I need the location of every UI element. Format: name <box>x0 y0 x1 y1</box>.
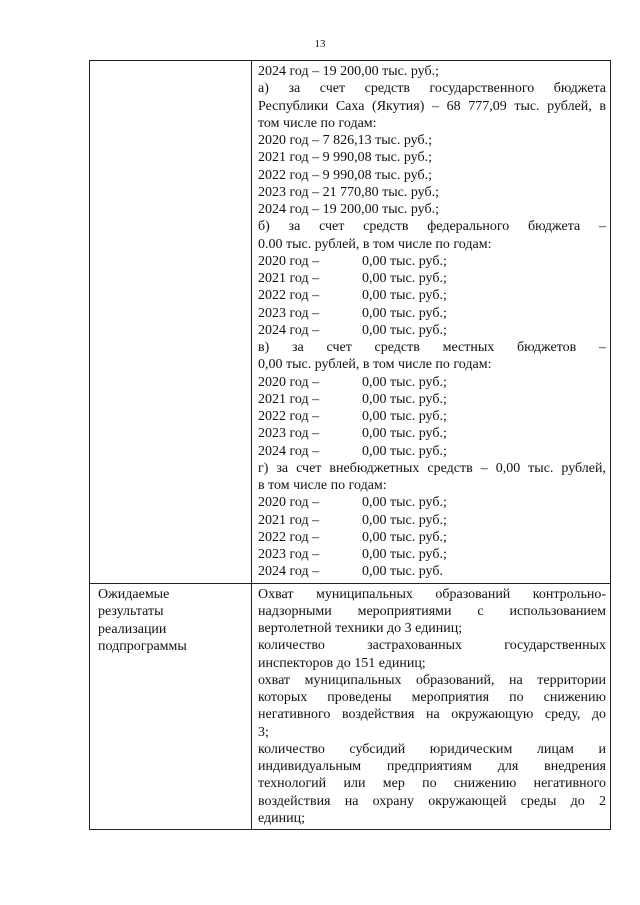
amount-value: 0,00 тыс. руб.; <box>362 547 447 562</box>
results-content-cell <box>252 583 611 830</box>
amount-value: 0,00 тыс. руб.; <box>362 443 447 459</box>
text-line: индивидуальным предприятиям для внедрения <box>258 759 606 774</box>
financing-content-cell <box>252 61 611 584</box>
amount-value: 0,00 тыс. руб.; <box>362 495 447 511</box>
text-line: 2024 год – 19 200,00 тыс. руб.; <box>258 64 439 79</box>
text-line: а) за счет средств государственного бюджета <box>258 81 606 97</box>
year-label: 2021 год – <box>258 512 320 528</box>
text-line: единиц; <box>258 810 306 826</box>
year-label: 2024 год – <box>258 564 320 580</box>
text-line <box>258 374 606 391</box>
text-line: негативного воздействия на окружающую среду, до <box>258 707 606 723</box>
text-line <box>258 512 606 529</box>
page-number: 13 <box>314 38 326 50</box>
text-line: 2020 год – 7 826,13 тыс. руб.; <box>258 133 432 148</box>
text-line <box>258 391 606 408</box>
results-label-line: Ожидаемые <box>98 586 170 602</box>
text-line: Республики Саха (Якутия) – 68 777,09 тыс. рублей, в <box>258 98 606 114</box>
year-label: 2024 год – <box>258 322 320 338</box>
amount-value: 0,00 тыс. руб.; <box>362 409 447 424</box>
year-label: 2020 год – <box>258 253 320 269</box>
text-line <box>258 546 606 563</box>
text-line: количество застрахованных государственных <box>258 638 606 654</box>
results-label <box>98 586 247 656</box>
amount-value: 0,00 тыс. руб. <box>362 564 443 580</box>
text-line <box>258 443 606 460</box>
text-line: б) за счет средств федерального бюджета – <box>258 219 606 235</box>
amount-value: 0,00 тыс. руб.; <box>362 391 447 407</box>
year-label: 2022 год – <box>258 529 320 545</box>
amount-value: 0,00 тыс. руб.; <box>362 426 447 442</box>
text-line: в) за счет средств местных бюджетов – <box>258 340 606 355</box>
text-line: воздействия на охрану окружающей среды до 2 <box>258 793 606 809</box>
text-line <box>258 270 606 287</box>
results-label-line: результаты <box>98 604 164 619</box>
text-line: том числе по годам: <box>258 115 377 131</box>
text-line <box>258 425 606 442</box>
year-label: 2024 год – <box>258 443 320 459</box>
text-line: 0.00 тыс. рублей, в том числе по годам: <box>258 236 492 252</box>
text-line: Охват муниципальных образований контрольно- <box>258 586 606 602</box>
text-line: 2021 год – 9 990,08 тыс. руб.; <box>258 150 432 166</box>
text-line <box>258 408 606 425</box>
year-label: 2021 год – <box>258 271 320 286</box>
text-line <box>258 253 606 270</box>
amount-value: 0,00 тыс. руб.; <box>362 271 447 286</box>
amount-value: 0,00 тыс. руб.; <box>362 512 447 528</box>
financing-lines <box>258 63 606 581</box>
text-line: г) за счет внебюджетных средств – 0,00 тыс. рублей, <box>258 460 606 476</box>
year-label: 2020 год – <box>258 495 320 511</box>
text-line: в том числе по годам: <box>258 478 387 493</box>
passport-table <box>89 60 611 830</box>
amount-value: 0,00 тыс. руб.; <box>362 322 447 338</box>
text-line: 2024 год – 19 200,00 тыс. руб.; <box>258 202 439 217</box>
text-line: 0,00 тыс. рублей, в том числе по годам: <box>258 357 492 373</box>
results-label-line: реализации <box>98 621 167 637</box>
amount-value: 0,00 тыс. руб.; <box>362 305 447 321</box>
financing-label-cell <box>90 61 252 584</box>
text-line: надзорными мероприятиями с использованием <box>258 603 606 619</box>
text-line: 2022 год – 9 990,08 тыс. руб.; <box>258 167 432 183</box>
text-line <box>258 287 606 304</box>
text-line: технологий или мер по снижению негативного <box>258 776 606 792</box>
results-label-cell <box>90 583 252 830</box>
year-label: 2021 год – <box>258 391 320 407</box>
amount-value: 0,00 тыс. руб.; <box>362 374 447 390</box>
text-line: вертолетной техники до 3 единиц; <box>258 621 463 636</box>
amount-value: 0,00 тыс. руб.; <box>362 288 447 304</box>
text-line <box>258 322 606 339</box>
text-line: количество субсидий юридическим лицам и <box>258 741 606 757</box>
results-lines <box>258 586 606 828</box>
amount-value: 0,00 тыс. руб.; <box>362 253 447 269</box>
text-line: 3; <box>258 724 269 740</box>
text-line <box>258 563 606 580</box>
year-label: 2023 год – <box>258 426 320 442</box>
text-line: 2023 год – 21 770,80 тыс. руб.; <box>258 184 439 200</box>
year-label: 2022 год – <box>258 409 320 424</box>
text-line: охват муниципальных образований, на территории <box>258 672 606 688</box>
year-label: 2023 год – <box>258 305 320 321</box>
text-line <box>258 529 606 546</box>
year-label: 2020 год – <box>258 374 320 390</box>
results-label-line: подпрограммы <box>98 639 187 654</box>
year-label: 2022 год – <box>258 288 320 304</box>
table-row-financing <box>90 61 611 584</box>
table-row-results <box>90 583 611 830</box>
text-line <box>258 494 606 511</box>
text-line <box>258 305 606 322</box>
year-label: 2023 год – <box>258 547 320 562</box>
text-line: инспекторов до 151 единиц; <box>258 655 426 671</box>
amount-value: 0,00 тыс. руб.; <box>362 529 447 545</box>
text-line: которых проведены мероприятия по снижению <box>258 690 606 705</box>
